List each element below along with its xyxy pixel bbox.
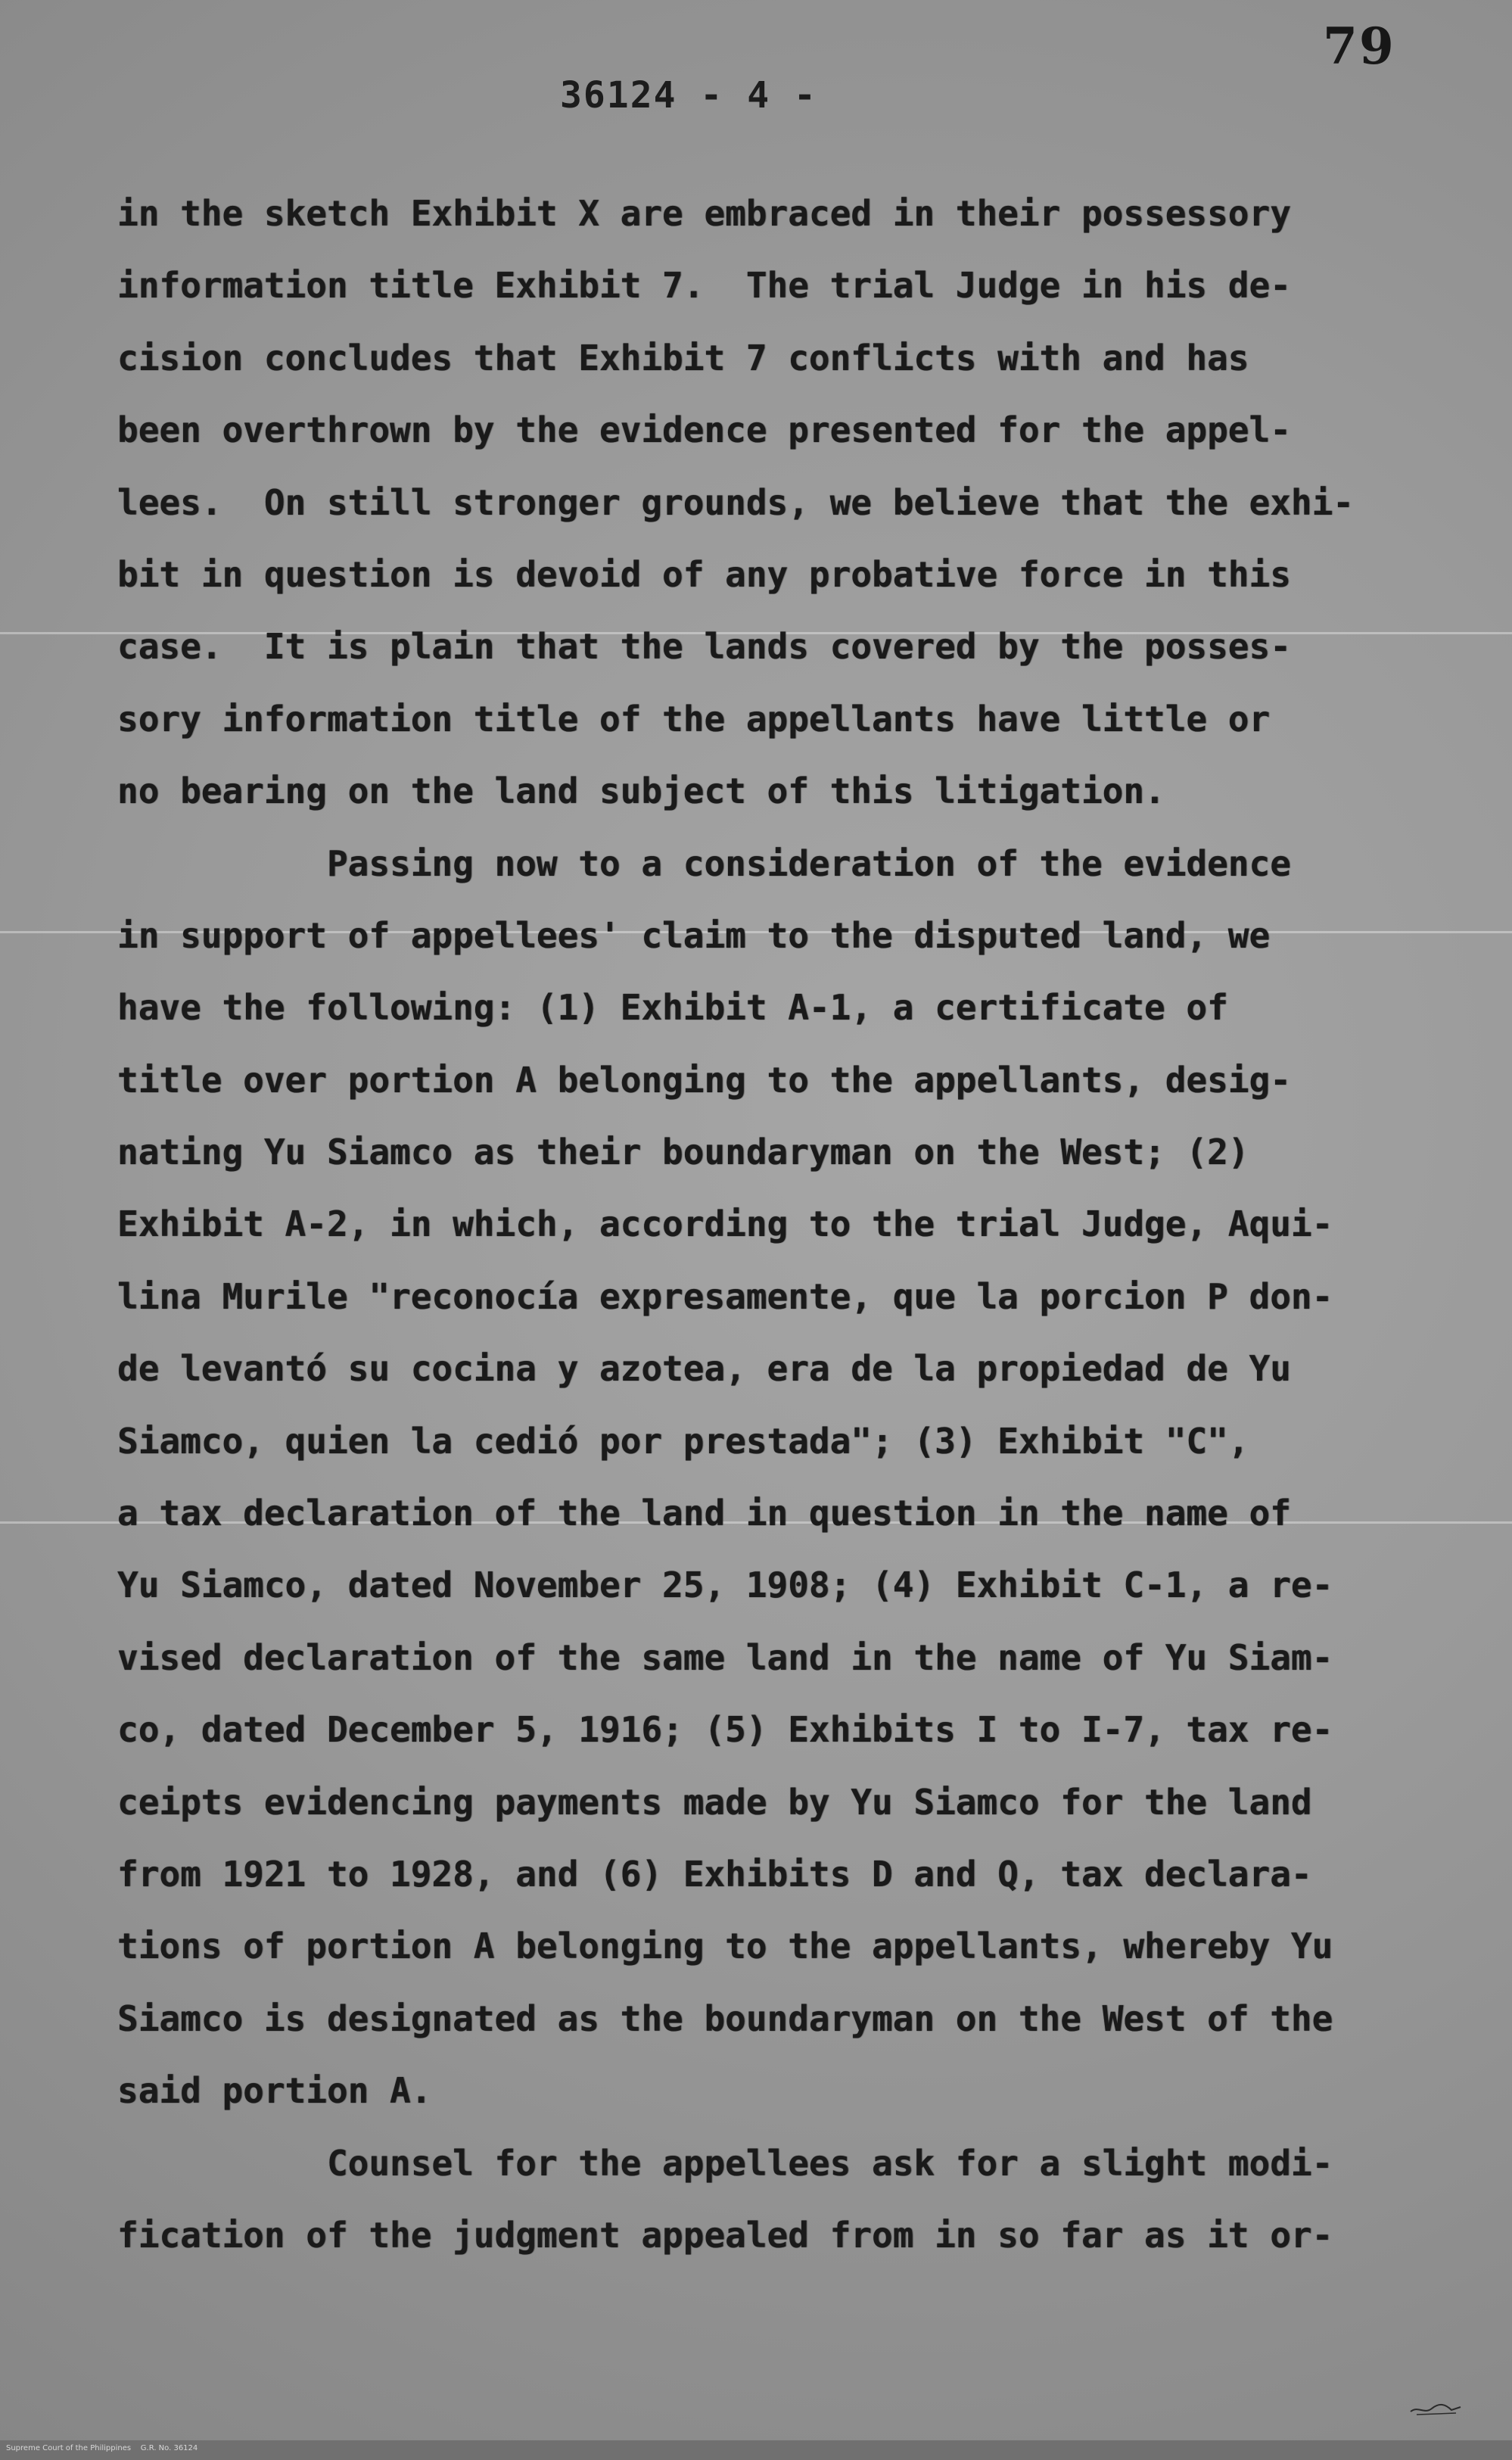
text-line: in support of appellees' claim to the disputed land, we (117, 914, 1271, 956)
page-number: 79 (1323, 17, 1395, 76)
document-header: 36124 - 4 - (560, 74, 817, 117)
text-line: have the following: (1) Exhibit A-1, a certificate of (117, 987, 1228, 1029)
text-line: sory information title of the appellants have little or (117, 698, 1271, 740)
text-line: Siamco, quien la cedió por prestada"; (3) Exhibit "C", (117, 1420, 1249, 1462)
text-line: said portion A. (117, 2070, 432, 2112)
text-line: information title Exhibit 7. The trial Judge in his de- (117, 265, 1291, 307)
text-line: title over portion A belonging to the appellants, desig- (117, 1059, 1291, 1101)
text-line: been overthrown by the evidence presented for the appel- (117, 409, 1291, 451)
text-line: Passing now to a consideration of the evidence (117, 842, 1291, 884)
text-line: Siamco is designated as the boundaryman on the West of the (117, 1998, 1333, 2039)
handwritten-initials (1409, 2398, 1462, 2418)
text-line: lees. On still stronger grounds, we believe that the exhi- (117, 481, 1354, 523)
footer-strip (0, 2440, 1512, 2460)
text-line: tions of portion A belonging to the appellants, whereby Yu (117, 1926, 1333, 1967)
text-line: lina Murile "reconocía expresamente, que la porcion P don- (117, 1275, 1333, 1317)
text-line: ceipts evidencing payments made by Yu Siamco for the land (117, 1781, 1312, 1823)
text-line: Yu Siamco, dated November 25, 1908; (4) Exhibit C-1, a re- (117, 1565, 1333, 1606)
text-line: Exhibit A-2, in which, according to the trial Judge, Aqui- (117, 1204, 1333, 1245)
text-line: bit in question is devoid of any probative force in this (117, 553, 1291, 595)
text-line: fication of the judgment appealed from in so far as it or- (117, 2214, 1333, 2256)
text-line: in the sketch Exhibit X are embraced in their possessory (117, 193, 1291, 234)
text-line: case. It is plain that the lands covered by the posses- (117, 626, 1291, 668)
text-line: vised declaration of the same land in the name of Yu Siam- (117, 1636, 1333, 1678)
text-line: co, dated December 5, 1916; (5) Exhibits I to I-7, tax re- (117, 1709, 1333, 1751)
footer-note: Supreme Court of the Philippines G.R. No. 36124 (6, 2444, 198, 2452)
text-line: nating Yu Siamco as their boundaryman on the West; (2) (117, 1132, 1249, 1173)
text-line: no bearing on the land subject of this litigation. (117, 771, 1165, 812)
text-line: Counsel for the appellees ask for a slight modi- (117, 2142, 1333, 2184)
text-line: de levantó su cocina y azotea, era de la propiedad de Yu (117, 1348, 1291, 1390)
body-text (117, 178, 1404, 2272)
text-line: from 1921 to 1928, and (6) Exhibits D and Q, tax declara- (117, 1853, 1312, 1895)
text-line: cision concludes that Exhibit 7 conflicts with and has (117, 337, 1249, 378)
text-line: a tax declaration of the land in question in the name of (117, 1493, 1291, 1534)
